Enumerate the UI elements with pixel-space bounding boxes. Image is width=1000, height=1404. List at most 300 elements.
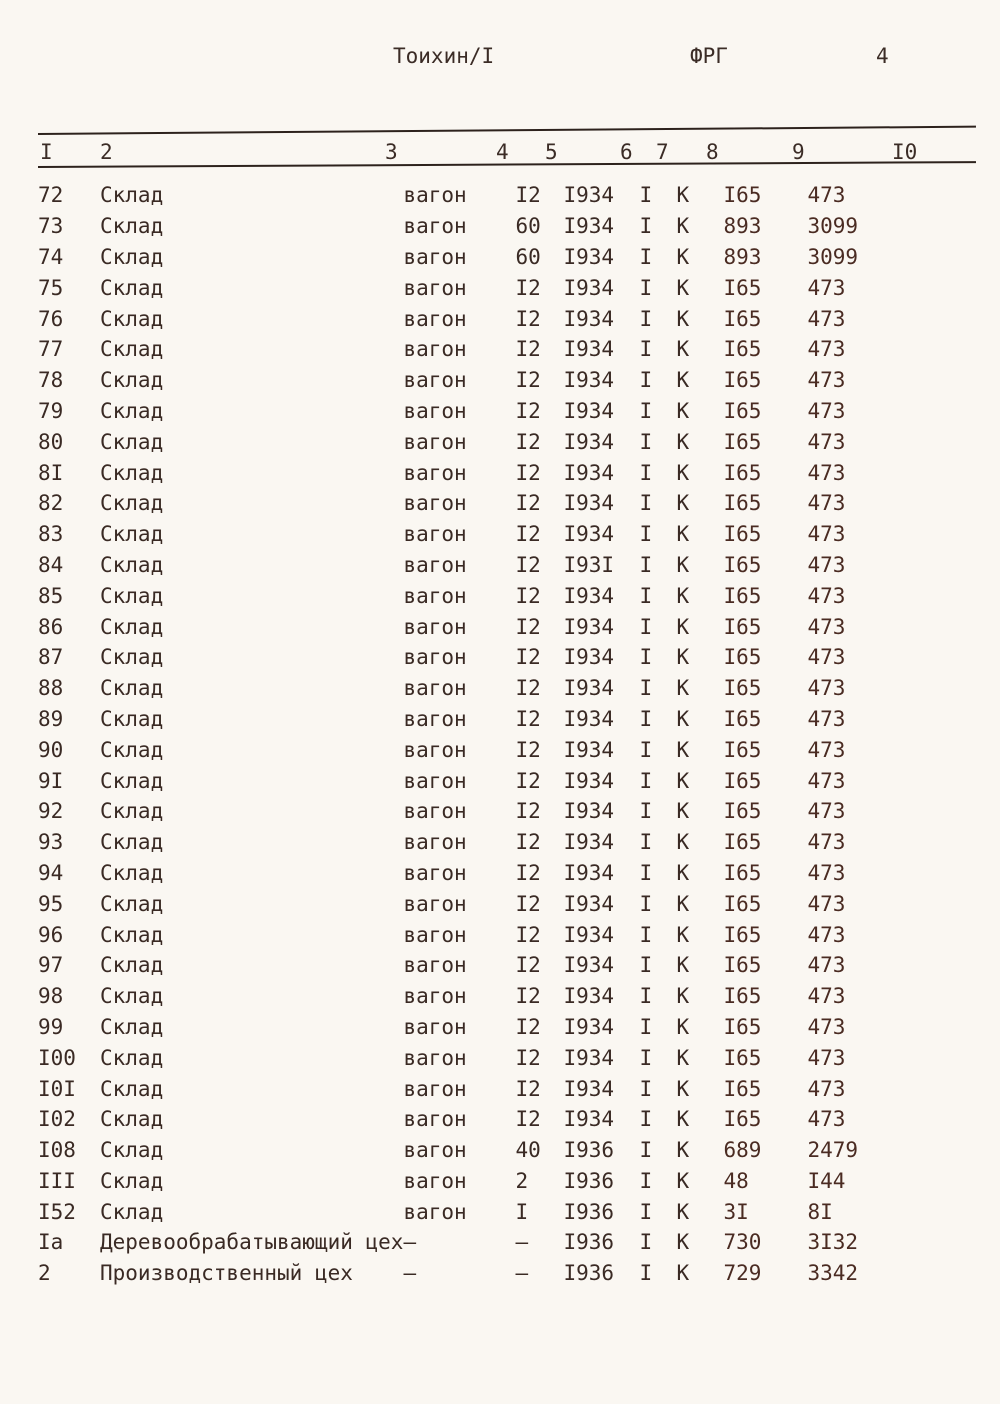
col-4-value: I2: [515, 275, 541, 300]
object-name: Склад: [100, 860, 164, 885]
col-10-value: [907, 919, 967, 950]
col-10-value: [907, 642, 967, 673]
col-4-value: I2: [515, 645, 541, 670]
col-4-value: I2: [515, 183, 541, 208]
year: I934: [563, 583, 615, 608]
object-name: Склад: [100, 306, 164, 331]
column-header: 9: [792, 140, 805, 164]
col-8-value: I65: [723, 953, 762, 978]
year: I934: [563, 522, 615, 547]
object-name: Склад: [100, 1199, 164, 1224]
table-row: [38, 550, 967, 581]
object-name: Склад: [100, 1045, 164, 1070]
col-4-value: I2: [515, 522, 541, 547]
col-4-value: I2: [515, 1045, 541, 1070]
col-6-value: I: [639, 984, 653, 1009]
col-10-value: [907, 426, 967, 457]
col-10-value: [907, 580, 967, 611]
object-type: вагон: [403, 583, 467, 608]
col-8-value: I65: [723, 552, 762, 577]
col-9-value: 473: [807, 522, 846, 547]
col-4-value: I2: [515, 799, 541, 824]
row-number: 88: [38, 676, 64, 701]
year: I934: [563, 491, 615, 516]
col-8-value: I65: [723, 768, 762, 793]
col-6-value: I: [639, 398, 653, 423]
year: I934: [563, 614, 615, 639]
table-row: [38, 1073, 967, 1104]
object-type: вагон: [403, 275, 467, 300]
col-4-value: I2: [515, 922, 541, 947]
row-number: 87: [38, 645, 64, 670]
col-10-value: [907, 765, 967, 796]
table-row: [38, 242, 967, 273]
year: I934: [563, 183, 615, 208]
col-7-value: К: [676, 706, 690, 731]
table-row: [38, 796, 967, 827]
year: I934: [563, 1076, 615, 1101]
col-6-value: I: [639, 552, 653, 577]
object-name: Склад: [100, 645, 164, 670]
row-number: I52: [38, 1199, 76, 1224]
col-9-value: 473: [807, 275, 846, 300]
object-type: вагон: [403, 1107, 467, 1132]
table-row: [38, 673, 967, 704]
column-header: I: [40, 140, 53, 164]
col-7-value: К: [676, 768, 690, 793]
object-name: Склад: [100, 1138, 164, 1163]
col-6-value: I: [639, 522, 653, 547]
table-row: [38, 950, 967, 981]
col-7-value: К: [676, 460, 690, 485]
object-type: вагон: [403, 1168, 467, 1193]
row-number: 85: [38, 583, 64, 608]
col-10-value: [907, 550, 967, 581]
col-7-value: К: [676, 522, 690, 547]
object-name: Склад: [100, 583, 164, 608]
col-4-value: I2: [515, 984, 541, 1009]
col-4-value: I2: [515, 552, 541, 577]
column-header: 6: [620, 140, 633, 164]
row-number: 90: [38, 737, 64, 762]
row-number: I08: [38, 1138, 76, 1163]
col-10-value: [907, 519, 967, 550]
col-9-value: 473: [807, 1045, 846, 1070]
object-type: вагон: [403, 830, 467, 855]
table-row: [38, 1227, 967, 1258]
col-4-value: 40: [515, 1138, 541, 1163]
table-row: [38, 180, 967, 211]
col-10-value: [907, 303, 967, 334]
col-10-value: [907, 1104, 967, 1135]
year: I934: [563, 799, 615, 824]
object-type: вагон: [403, 737, 467, 762]
object-name: Склад: [100, 275, 164, 300]
year: I934: [563, 953, 615, 978]
row-number: 86: [38, 614, 64, 639]
column-header: 3: [385, 140, 398, 164]
col-6-value: I: [639, 737, 653, 762]
table-row: [38, 488, 967, 519]
col-4-value: I2: [515, 460, 541, 485]
year: I934: [563, 275, 615, 300]
year: I934: [563, 306, 615, 331]
object-type: вагон: [403, 953, 467, 978]
row-number: 74: [38, 244, 64, 269]
col-7-value: К: [676, 984, 690, 1009]
year: I934: [563, 768, 615, 793]
col-7-value: К: [676, 337, 690, 362]
table-row: [38, 365, 967, 396]
col-6-value: I: [639, 429, 653, 454]
object-type: вагон: [403, 552, 467, 577]
year: I936: [563, 1261, 615, 1286]
object-type: вагон: [403, 1138, 467, 1163]
col-10-value: [907, 211, 967, 242]
row-number: 89: [38, 706, 64, 731]
col-9-value: 473: [807, 830, 846, 855]
year: I936: [563, 1230, 615, 1255]
col-9-value: 473: [807, 491, 846, 516]
col-8-value: I65: [723, 337, 762, 362]
col-9-value: 473: [807, 891, 846, 916]
col-7-value: К: [676, 737, 690, 762]
col-7-value: К: [676, 830, 690, 855]
register-table: [38, 180, 967, 1289]
table-row: [38, 1042, 967, 1073]
col-10-value: [907, 704, 967, 735]
col-9-value: 473: [807, 398, 846, 423]
col-4-value: 2: [515, 1168, 529, 1193]
object-name: Склад: [100, 522, 164, 547]
object-name: Склад: [100, 552, 164, 577]
object-type: вагон: [403, 768, 467, 793]
year: I934: [563, 1107, 615, 1132]
col-10-value: [907, 488, 967, 519]
row-number: 2: [38, 1261, 51, 1286]
col-9-value: I44: [807, 1168, 846, 1193]
table-row: [38, 580, 967, 611]
col-7-value: К: [676, 1199, 690, 1224]
col-10-value: [907, 1166, 967, 1197]
year: I934: [563, 676, 615, 701]
col-8-value: I65: [723, 1107, 762, 1132]
col-4-value: 60: [515, 244, 541, 269]
row-number: I02: [38, 1107, 76, 1132]
object-name: Склад: [100, 491, 164, 516]
object-type: вагон: [403, 491, 467, 516]
table-row: [38, 642, 967, 673]
year: I936: [563, 1138, 615, 1163]
column-header: 7: [656, 140, 669, 164]
object-type: вагон: [403, 984, 467, 1009]
col-6-value: I: [639, 306, 653, 331]
col-8-value: 48: [723, 1168, 749, 1193]
object-type: вагон: [403, 244, 467, 269]
col-10-value: [907, 888, 967, 919]
year: I934: [563, 398, 615, 423]
object-name: Склад: [100, 1076, 164, 1101]
col-7-value: К: [676, 368, 690, 393]
row-number: III: [38, 1168, 76, 1193]
col-10-value: [907, 796, 967, 827]
page-number: 4: [876, 44, 889, 68]
table-row: [38, 827, 967, 858]
row-number: 77: [38, 337, 64, 362]
year: I934: [563, 460, 615, 485]
row-number: 96: [38, 922, 64, 947]
object-type: вагон: [403, 1045, 467, 1070]
object-name: Склад: [100, 1014, 164, 1039]
col-4-value: –: [515, 1230, 529, 1255]
year: I934: [563, 645, 615, 670]
row-number: 94: [38, 860, 64, 885]
col-6-value: I: [639, 460, 653, 485]
object-type: вагон: [403, 214, 467, 239]
col-6-value: I: [639, 953, 653, 978]
col-7-value: К: [676, 799, 690, 824]
col-4-value: I2: [515, 1014, 541, 1039]
register-table-body: [38, 180, 967, 1289]
object-type: вагон: [403, 676, 467, 701]
row-number: 80: [38, 429, 64, 454]
col-7-value: К: [676, 1076, 690, 1101]
col-10-value: [907, 827, 967, 858]
table-row: [38, 519, 967, 550]
col-9-value: 473: [807, 706, 846, 731]
col-7-value: К: [676, 614, 690, 639]
row-number: 76: [38, 306, 64, 331]
col-4-value: I2: [515, 306, 541, 331]
object-name: Склад: [100, 737, 164, 762]
col-6-value: I: [639, 214, 653, 239]
table-row: [38, 1012, 967, 1043]
row-number: 97: [38, 953, 64, 978]
col-10-value: [907, 1012, 967, 1043]
col-6-value: I: [639, 614, 653, 639]
object-type: вагон: [403, 860, 467, 885]
col-9-value: 473: [807, 676, 846, 701]
col-8-value: I65: [723, 922, 762, 947]
object-type: вагон: [403, 337, 467, 362]
col-9-value: 473: [807, 768, 846, 793]
col-7-value: К: [676, 429, 690, 454]
col-4-value: I2: [515, 860, 541, 885]
object-type: вагон: [403, 891, 467, 916]
col-8-value: I65: [723, 306, 762, 331]
object-type: вагон: [403, 522, 467, 547]
table-row: [38, 272, 967, 303]
table-row: [38, 334, 967, 365]
year: I93I: [563, 552, 615, 577]
table-row: [38, 1166, 967, 1197]
object-name: Склад: [100, 922, 164, 947]
col-4-value: I2: [515, 398, 541, 423]
year: I934: [563, 860, 615, 885]
table-row: [38, 919, 967, 950]
column-header: 8: [706, 140, 719, 164]
col-4-value: I2: [515, 953, 541, 978]
table-row: [38, 1104, 967, 1135]
col-8-value: I65: [723, 275, 762, 300]
col-10-value: [907, 734, 967, 765]
row-number: 72: [38, 183, 64, 208]
col-6-value: I: [639, 768, 653, 793]
col-8-value: I65: [723, 799, 762, 824]
col-7-value: К: [676, 183, 690, 208]
col-4-value: I2: [515, 891, 541, 916]
col-8-value: I65: [723, 460, 762, 485]
row-number: Iа: [38, 1230, 64, 1255]
col-7-value: К: [676, 1230, 690, 1255]
column-header: I0: [892, 140, 918, 164]
col-9-value: 473: [807, 337, 846, 362]
row-number: 79: [38, 398, 64, 423]
col-7-value: К: [676, 275, 690, 300]
row-number: 8I: [38, 460, 64, 485]
object-name: Склад: [100, 1107, 164, 1132]
table-row: [38, 211, 967, 242]
object-name: Деревообрабатывающий цех: [100, 1230, 404, 1255]
table-row: [38, 1258, 967, 1289]
table-top-rule: [38, 126, 976, 135]
object-type: вагон: [403, 706, 467, 731]
col-6-value: I: [639, 1138, 653, 1163]
object-type: вагон: [403, 306, 467, 331]
col-9-value: 473: [807, 183, 846, 208]
col-9-value: 473: [807, 922, 846, 947]
col-7-value: К: [676, 676, 690, 701]
row-number: 84: [38, 552, 64, 577]
col-9-value: 3342: [807, 1261, 859, 1286]
col-8-value: I65: [723, 830, 762, 855]
object-type: вагон: [403, 460, 467, 485]
year: I934: [563, 891, 615, 916]
col-8-value: I65: [723, 491, 762, 516]
col-4-value: I2: [515, 583, 541, 608]
col-7-value: К: [676, 953, 690, 978]
col-8-value: I65: [723, 984, 762, 1009]
object-name: Склад: [100, 429, 164, 454]
col-8-value: 730: [723, 1230, 762, 1255]
col-4-value: I2: [515, 368, 541, 393]
col-6-value: I: [639, 1076, 653, 1101]
row-number: 82: [38, 491, 64, 516]
col-8-value: I65: [723, 522, 762, 547]
col-4-value: I2: [515, 1076, 541, 1101]
table-row: [38, 611, 967, 642]
object-type: –: [403, 1230, 417, 1255]
col-10-value: [907, 1196, 967, 1227]
object-type: –: [403, 1261, 417, 1286]
col-10-value: [907, 1258, 967, 1289]
table-row: [38, 303, 967, 334]
col-9-value: 473: [807, 614, 846, 639]
year: I936: [563, 1168, 615, 1193]
col-7-value: К: [676, 860, 690, 885]
row-number: 73: [38, 214, 64, 239]
col-6-value: I: [639, 244, 653, 269]
col-9-value: 473: [807, 1107, 846, 1132]
col-8-value: I65: [723, 614, 762, 639]
col-8-value: 3I: [723, 1199, 749, 1224]
col-8-value: I65: [723, 737, 762, 762]
col-9-value: 473: [807, 552, 846, 577]
col-6-value: I: [639, 583, 653, 608]
col-8-value: 729: [723, 1261, 762, 1286]
object-type: вагон: [403, 1199, 467, 1224]
col-9-value: 3099: [807, 244, 859, 269]
header-place: Тоихин/I: [393, 44, 495, 68]
col-9-value: 473: [807, 1014, 846, 1039]
col-9-value: 3099: [807, 214, 859, 239]
col-9-value: 2479: [807, 1138, 859, 1163]
object-name: Склад: [100, 244, 164, 269]
col-7-value: К: [676, 891, 690, 916]
table-row: [38, 858, 967, 889]
col-8-value: I65: [723, 1045, 762, 1070]
col-6-value: I: [639, 275, 653, 300]
col-10-value: [907, 611, 967, 642]
col-9-value: 473: [807, 429, 846, 454]
row-number: 92: [38, 799, 64, 824]
col-7-value: К: [676, 306, 690, 331]
col-8-value: 689: [723, 1138, 762, 1163]
object-type: вагон: [403, 368, 467, 393]
col-9-value: 473: [807, 799, 846, 824]
col-8-value: I65: [723, 583, 762, 608]
object-name: Склад: [100, 953, 164, 978]
table-row: [38, 457, 967, 488]
col-4-value: I2: [515, 706, 541, 731]
col-8-value: I65: [723, 368, 762, 393]
col-6-value: I: [639, 1045, 653, 1070]
col-10-value: [907, 858, 967, 889]
col-8-value: I65: [723, 860, 762, 885]
table-row: [38, 1135, 967, 1166]
col-4-value: I2: [515, 737, 541, 762]
column-header: 4: [496, 140, 509, 164]
table-row: [38, 888, 967, 919]
year: I934: [563, 737, 615, 762]
object-name: Склад: [100, 984, 164, 1009]
table-row: [38, 396, 967, 427]
row-number: 9I: [38, 768, 64, 793]
table-row: [38, 734, 967, 765]
year: I934: [563, 922, 615, 947]
object-name: Производственный цех: [100, 1261, 353, 1286]
row-number: 98: [38, 984, 64, 1009]
col-7-value: К: [676, 1045, 690, 1070]
year: I934: [563, 337, 615, 362]
object-name: Склад: [100, 460, 164, 485]
col-4-value: I2: [515, 429, 541, 454]
object-name: Склад: [100, 614, 164, 639]
col-8-value: I65: [723, 676, 762, 701]
object-name: Склад: [100, 830, 164, 855]
col-10-value: [907, 457, 967, 488]
object-name: Склад: [100, 891, 164, 916]
col-6-value: I: [639, 860, 653, 885]
object-type: вагон: [403, 1076, 467, 1101]
col-4-value: 60: [515, 214, 541, 239]
object-name: Склад: [100, 368, 164, 393]
col-4-value: I: [515, 1199, 529, 1224]
col-6-value: I: [639, 676, 653, 701]
table-row: [38, 1196, 967, 1227]
col-4-value: I2: [515, 768, 541, 793]
row-number: I00: [38, 1045, 76, 1070]
